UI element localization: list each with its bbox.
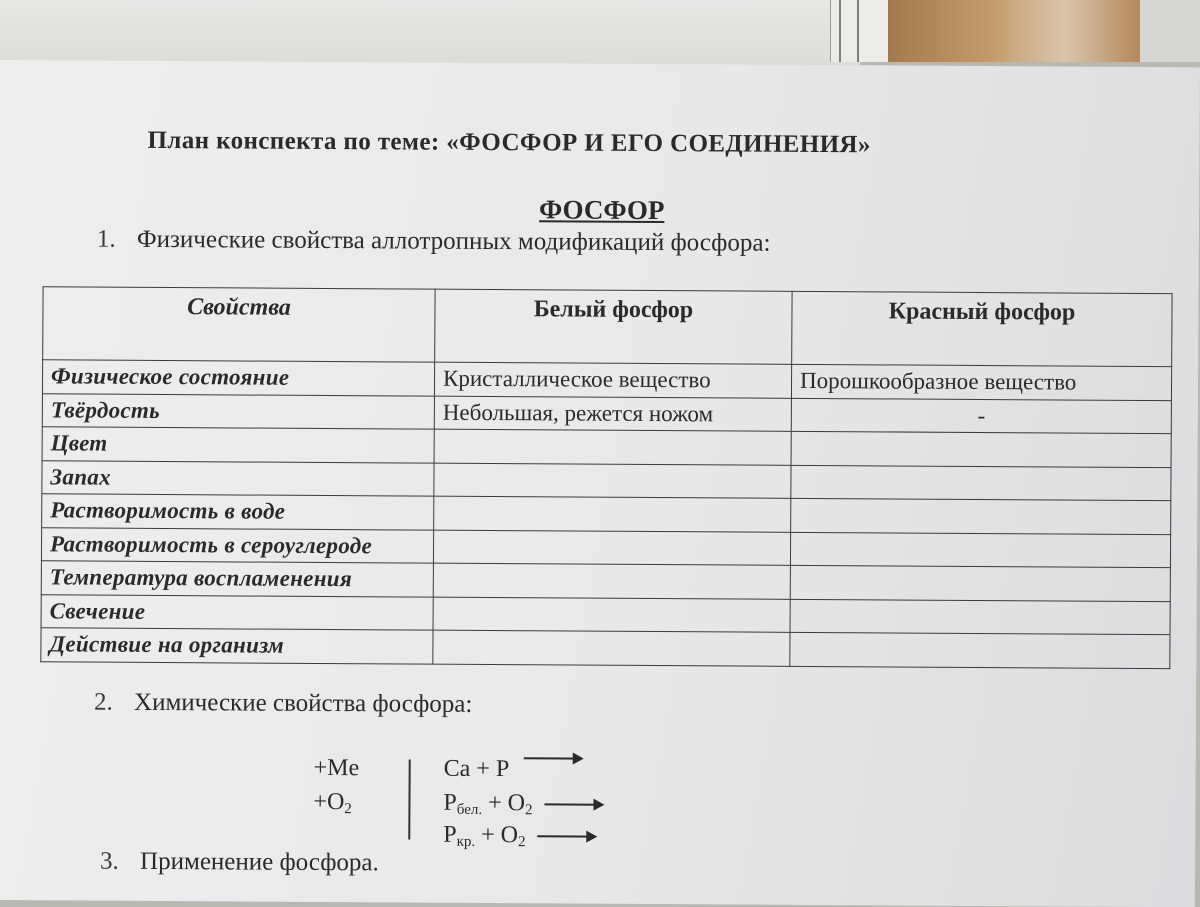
arrow-icon bbox=[538, 836, 596, 838]
white-value-cell[interactable] bbox=[433, 563, 790, 599]
task-1-text: Физические свойства аллотропных модификаций фосфора: bbox=[136, 225, 771, 257]
worksheet-page bbox=[0, 60, 1200, 907]
property-name: Действие на организм bbox=[41, 628, 433, 664]
header-red-phosphorus: Красный фосфор bbox=[792, 291, 1172, 366]
red-p-symbol: P bbox=[443, 821, 457, 848]
condition-oxygen bbox=[313, 789, 352, 818]
task-2 bbox=[94, 689, 472, 719]
task-2-number: 2. bbox=[93, 688, 113, 716]
white-value-cell[interactable] bbox=[433, 597, 790, 633]
condition-oxygen-subscript: 2 bbox=[344, 801, 352, 818]
white-p-oxygen-subscript: 2 bbox=[524, 802, 533, 819]
task-3-text: Применение фосфора. bbox=[140, 847, 379, 877]
property-name: Растворимость в сероуглероде bbox=[41, 527, 433, 563]
red-value-cell[interactable] bbox=[790, 565, 1170, 601]
task-1-number: 1. bbox=[96, 225, 116, 253]
equation-white-p-oxygen bbox=[443, 790, 602, 820]
header-white-phosphorus: Белый фосфор bbox=[435, 289, 792, 364]
white-p-symbol: P bbox=[443, 789, 457, 816]
section-heading: ФОСФОР bbox=[539, 194, 665, 226]
white-value-cell[interactable] bbox=[433, 530, 790, 566]
white-p-oxygen: + O bbox=[482, 789, 526, 817]
task-1 bbox=[97, 226, 771, 258]
property-name: Цвет bbox=[42, 427, 434, 463]
red-p-oxygen: + O bbox=[475, 821, 519, 849]
red-value-cell[interactable]: - bbox=[791, 398, 1171, 434]
property-name: Твёрдость bbox=[42, 393, 434, 429]
task-2-text: Химические свойства фосфора: bbox=[133, 688, 473, 718]
background-wood bbox=[888, 0, 1140, 62]
white-value-cell[interactable]: Небольшая, режется ножом bbox=[434, 396, 791, 432]
document-title: План конспекта по теме: «ФОСФОР И ЕГО СОЕДИНЕНИЯ» bbox=[147, 126, 871, 159]
background-book bbox=[830, 0, 891, 62]
reaction-scheme bbox=[313, 754, 674, 851]
condition-oxygen-base: +O bbox=[313, 788, 345, 816]
red-value-cell[interactable] bbox=[790, 599, 1170, 635]
task-3-number: 3. bbox=[100, 847, 119, 875]
white-p-subscript: бел. bbox=[456, 801, 483, 818]
header-properties: Свойства bbox=[43, 287, 435, 362]
red-value-cell[interactable] bbox=[791, 465, 1171, 501]
white-value-cell[interactable] bbox=[434, 463, 791, 499]
property-name: Температура воспламенения bbox=[41, 561, 433, 597]
white-value-cell[interactable]: Кристаллическое вещество bbox=[434, 362, 791, 398]
arrow-icon bbox=[523, 758, 581, 760]
red-value-cell[interactable] bbox=[790, 532, 1170, 568]
red-value-cell[interactable] bbox=[791, 431, 1171, 467]
white-value-cell[interactable] bbox=[434, 429, 791, 465]
white-value-cell[interactable] bbox=[434, 496, 791, 532]
property-name: Свечение bbox=[41, 594, 433, 630]
properties-table bbox=[40, 286, 1172, 668]
red-p-subscript: кр. bbox=[456, 833, 476, 850]
separator-line bbox=[408, 760, 410, 840]
table-header-row bbox=[43, 287, 1172, 367]
property-name: Растворимость в воде bbox=[42, 494, 434, 530]
property-name: Запах bbox=[42, 460, 434, 496]
equation-ca-p-text: Ca + P bbox=[443, 755, 510, 783]
white-value-cell[interactable] bbox=[433, 630, 790, 666]
arrow-icon bbox=[545, 804, 603, 806]
red-value-cell[interactable] bbox=[790, 632, 1170, 668]
red-value-cell[interactable] bbox=[791, 498, 1171, 534]
red-p-oxygen-subscript: 2 bbox=[517, 834, 526, 851]
condition-metal: +Me bbox=[313, 754, 360, 782]
red-value-cell[interactable]: Порошкообразное вещество bbox=[791, 364, 1171, 400]
background-right bbox=[1140, 0, 1200, 62]
background-sheet bbox=[0, 0, 860, 70]
equation-ca-p bbox=[444, 756, 582, 784]
task-3 bbox=[100, 848, 379, 878]
property-name: Физическое состояние bbox=[42, 360, 434, 396]
table-row bbox=[41, 628, 1170, 668]
equation-red-p-oxygen bbox=[443, 822, 595, 852]
